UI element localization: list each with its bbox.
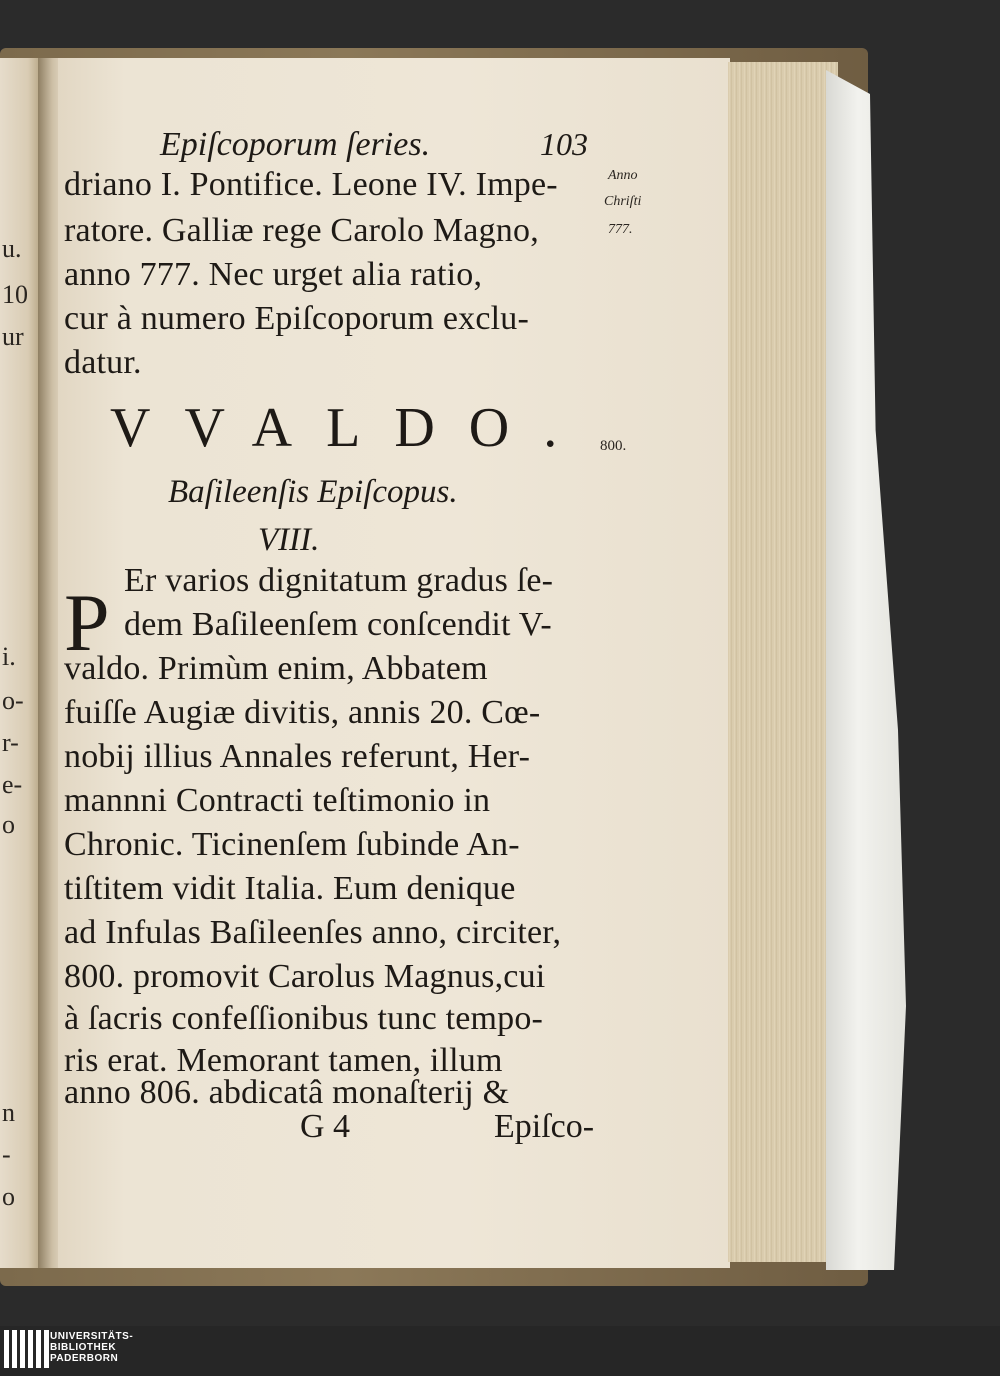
left-page-fragment: o (2, 810, 15, 839)
drop-cap: P (64, 577, 110, 668)
text-line: cur à numero Epiſcoporum exclu- (64, 300, 530, 337)
left-page-fragment: o (2, 1182, 15, 1211)
left-page-fragment: r- (2, 728, 19, 757)
section-title: VVALDO. (110, 397, 592, 459)
library-logo-icon (4, 1330, 49, 1368)
text-line: anno 777. Nec urget alia ratio, (64, 256, 483, 293)
library-logo-text: BIBLIOTHEK (50, 1342, 117, 1353)
margin-note: 777. (608, 222, 633, 237)
text-line: à ſacris confeſſionibus tunc tempo- (64, 1000, 544, 1037)
text-line: mannni Contracti teſtimonio in (64, 782, 491, 819)
text-line: ris erat. Memorant tamen, illum (64, 1042, 503, 1079)
left-page-fragment: o- (2, 686, 24, 715)
section-subtitle: Baſileenſis Epiſcopus. (168, 474, 458, 510)
text-line: datur. (64, 344, 142, 381)
text-line: ratore. Galliæ rege Carolo Magno, (64, 212, 539, 249)
text-line: tiſtitem vidit Italia. Eum denique (64, 870, 516, 907)
library-logo-text: PADERBORN (50, 1353, 119, 1364)
left-page-fragment: ur (2, 322, 24, 351)
footer-bar (0, 1326, 1000, 1376)
catchword: Epiſco- (494, 1108, 595, 1145)
left-page-fragment: i. (2, 642, 16, 671)
text-line: fuiſſe Augiæ divitis, annis 20. Cœ- (64, 694, 541, 731)
text-line: Er varios dignitatum gradus ſe- (124, 562, 554, 599)
year-note: 800. (600, 438, 627, 454)
left-page-fragment: - (2, 1140, 11, 1169)
paper-flap (826, 70, 906, 1270)
signature-mark: G 4 (300, 1108, 351, 1145)
text-line: nobij illius Annales referunt, Her- (64, 738, 531, 775)
left-page-fragment: n (2, 1098, 15, 1127)
library-logo-text: UNIVERSITÄTS- (50, 1331, 134, 1342)
margin-note: Anno (608, 168, 638, 183)
text-line: ad Infulas Baſileenſes anno, circiter, (64, 914, 562, 951)
text-line: valdo. Primùm enim, Abbatem (64, 650, 488, 687)
left-page-edge (0, 58, 40, 1268)
text-line: anno 806. abdicatâ monaſterij & (64, 1074, 510, 1111)
left-page-fragment: u. (2, 234, 22, 263)
margin-note: Chriſti (604, 194, 642, 209)
page-edges (728, 62, 838, 1262)
text-line: 800. promovit Carolus Magnus,cui (64, 958, 546, 995)
text-line: driano I. Pontifice. Leone IV. Impe- (64, 166, 558, 203)
left-page-fragment: 10 (2, 280, 28, 309)
page-number: 103 (540, 126, 588, 162)
running-title: Epiſcoporum ſeries. (160, 126, 431, 163)
text-line: dem Baſileenſem conſcendit V- (124, 606, 552, 643)
text-line: Chronic. Ticinenſem ſubinde An- (64, 826, 520, 863)
left-page-fragment: e- (2, 770, 23, 799)
section-numeral: VIII. (258, 522, 320, 558)
